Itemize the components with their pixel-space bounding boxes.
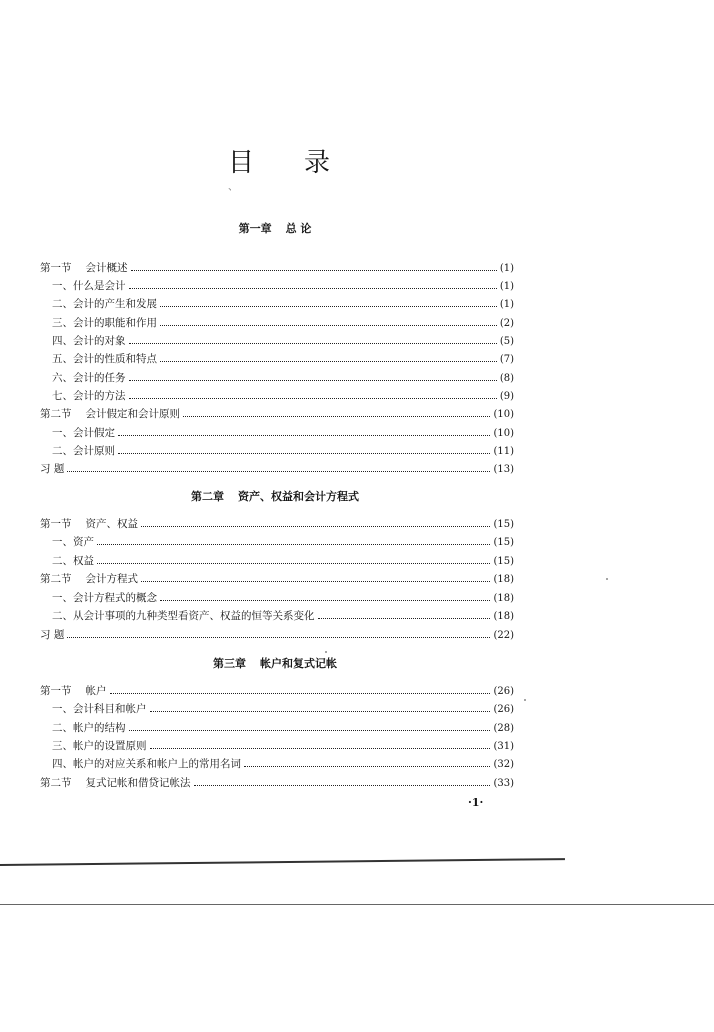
chapter-heading-3 [0,656,550,672]
chapter-number: 第二章 [191,490,224,503]
dot-leader [160,361,497,362]
entry-text: 四、帐户的对应关系和帐户上的常用名词 [52,758,241,770]
entry-text: 会计方程式 [85,573,138,585]
chapter-heading-1 [0,221,550,237]
toc-entry-exercises[interactable] [40,460,514,478]
entry-text: 一、什么是会计 [52,280,126,292]
toc-entry-item[interactable] [40,369,514,387]
dot-leader [160,325,497,326]
dot-leader [129,343,497,344]
dot-leader [150,711,491,712]
chapter-name: 资产、权益和会计方程式 [238,490,359,503]
entry-text: 习 题 [40,629,65,641]
entry-text: 一、会计科目和帐户 [52,703,147,715]
dot-leader [97,544,490,545]
entry-text: 六、会计的任务 [52,372,126,384]
page-ref: (15) [493,519,514,530]
dot-leader [129,730,491,731]
section-number: 第一节 [40,685,72,697]
dot-leader [141,581,490,582]
section-number: 第二节 [40,573,72,585]
entry-text: 会计假定和会计原则 [85,408,180,420]
dot-leader [67,637,490,638]
page-ref: (15) [493,537,514,548]
toc-entry-item[interactable] [40,314,514,332]
page-ref: (26) [493,686,514,697]
toc-title [0,142,560,179]
scan-border-line [0,904,714,905]
title-mark: 、 [228,182,238,193]
page-ref: (33) [493,778,514,789]
entry-text: 一、资产 [52,536,94,548]
toc-entry-item[interactable] [40,589,514,607]
page-ref: (5) [499,336,514,347]
section-number: 第一节 [40,518,72,530]
toc-entry-item[interactable] [40,295,514,313]
page-ref: (18) [493,593,514,604]
dot-leader [129,380,497,381]
entry-text: 二、帐户的结构 [52,722,126,734]
section-number: 第二节 [40,408,72,420]
entry-text: 三、会计的职能和作用 [52,317,157,329]
page-ref: (22) [493,630,514,641]
entry-text: 帐户 [85,685,107,697]
page-ref: (8) [499,373,514,384]
toc-entry-item[interactable] [40,719,514,737]
chapter-name: 帐户和复式记帐 [260,657,337,670]
entry-text: 二、权益 [52,555,94,567]
entry-text: 四、会计的对象 [52,335,126,347]
page-ref: (1) [499,281,514,292]
dot-leader [150,748,491,749]
page-ref: (1) [499,263,514,274]
section-number: 第一节 [40,262,72,274]
dot-leader [129,288,497,289]
entry-text: 二、从会计事项的九种类型看资产、权益的恒等关系变化 [52,610,315,622]
dot-leader [118,453,490,454]
entry-text: 七、会计的方法 [52,390,126,402]
entry-text: 三、帐户的设置原则 [52,740,147,752]
page-number: ·1· [468,796,484,809]
page-ref: (32) [493,759,514,770]
dot-leader [183,416,490,417]
entry-text: 二、会计的产生和发展 [52,298,157,310]
dot-leader [110,693,491,694]
toc-entry-item[interactable] [40,607,514,625]
page-ref: (10) [493,409,514,420]
page-ref: (26) [493,704,514,715]
entry-text: 一、会计假定 [52,427,115,439]
page-ref: (31) [493,741,514,752]
toc-entry-item[interactable] [40,533,514,551]
dot-leader [244,766,490,767]
scan-speck [325,651,327,653]
entry-text: 一、会计方程式的概念 [52,592,157,604]
dot-leader [129,398,497,399]
page-ref: (18) [493,611,514,622]
entry-text: 资产、权益 [85,518,138,530]
toc-entry-section[interactable] [40,682,514,700]
dot-leader [97,563,490,564]
toc-entry-item[interactable] [40,700,514,718]
toc-entry-item[interactable] [40,442,514,460]
toc-entry-section[interactable] [40,405,514,423]
dot-leader [131,270,497,271]
chapter-number: 第一章 [238,222,272,235]
toc-entry-item[interactable] [40,332,514,350]
dot-leader [318,618,491,619]
toc-title-left: 目 [227,148,256,178]
page-ref: (9) [499,391,514,402]
toc-entry-section[interactable] [40,515,514,533]
toc-entry-section[interactable] [40,259,514,277]
section-number: 第二节 [40,777,72,789]
dot-leader [160,600,490,601]
toc-entry-item[interactable] [40,387,514,405]
entry-text: 复式记帐和借贷记帐法 [85,777,191,789]
page-ref: (7) [499,354,514,365]
page-ref: (2) [499,318,514,329]
toc-entry-exercises[interactable] [40,626,514,644]
toc-entry-section[interactable] [40,570,514,588]
entry-text: 习 题 [40,463,65,475]
page-ref: (28) [493,723,514,734]
toc-title-right: 录 [304,148,333,178]
toc-entry-item[interactable] [40,737,514,755]
chapter-name: 总 论 [285,222,312,235]
toc-entry-section[interactable] [40,774,514,792]
scan-speck [606,578,608,580]
scan-speck [524,699,526,701]
page-ref: (10) [493,428,514,439]
toc-entry-item[interactable] [40,277,514,295]
toc-entry-item[interactable] [40,552,514,570]
page-ref: (18) [493,574,514,585]
toc-entry-item[interactable] [40,424,514,442]
dot-leader [160,306,497,307]
dot-leader [118,435,490,436]
dot-leader [194,785,491,786]
chapter-number: 第三章 [213,657,246,670]
page-ref: (11) [493,446,514,457]
chapter-heading-2 [0,489,550,505]
dot-leader [67,471,490,472]
page-ref: (1) [499,299,514,310]
toc-entry-item[interactable] [40,350,514,368]
page-ref: (13) [493,464,514,475]
entry-text: 五、会计的性质和特点 [52,353,157,365]
scan-edge-line [0,858,565,865]
dot-leader [141,526,490,527]
entry-text: 二、会计原则 [52,445,115,457]
page-ref: (15) [493,556,514,567]
toc-entry-item[interactable] [40,755,514,773]
entry-text: 会计概述 [85,262,128,274]
